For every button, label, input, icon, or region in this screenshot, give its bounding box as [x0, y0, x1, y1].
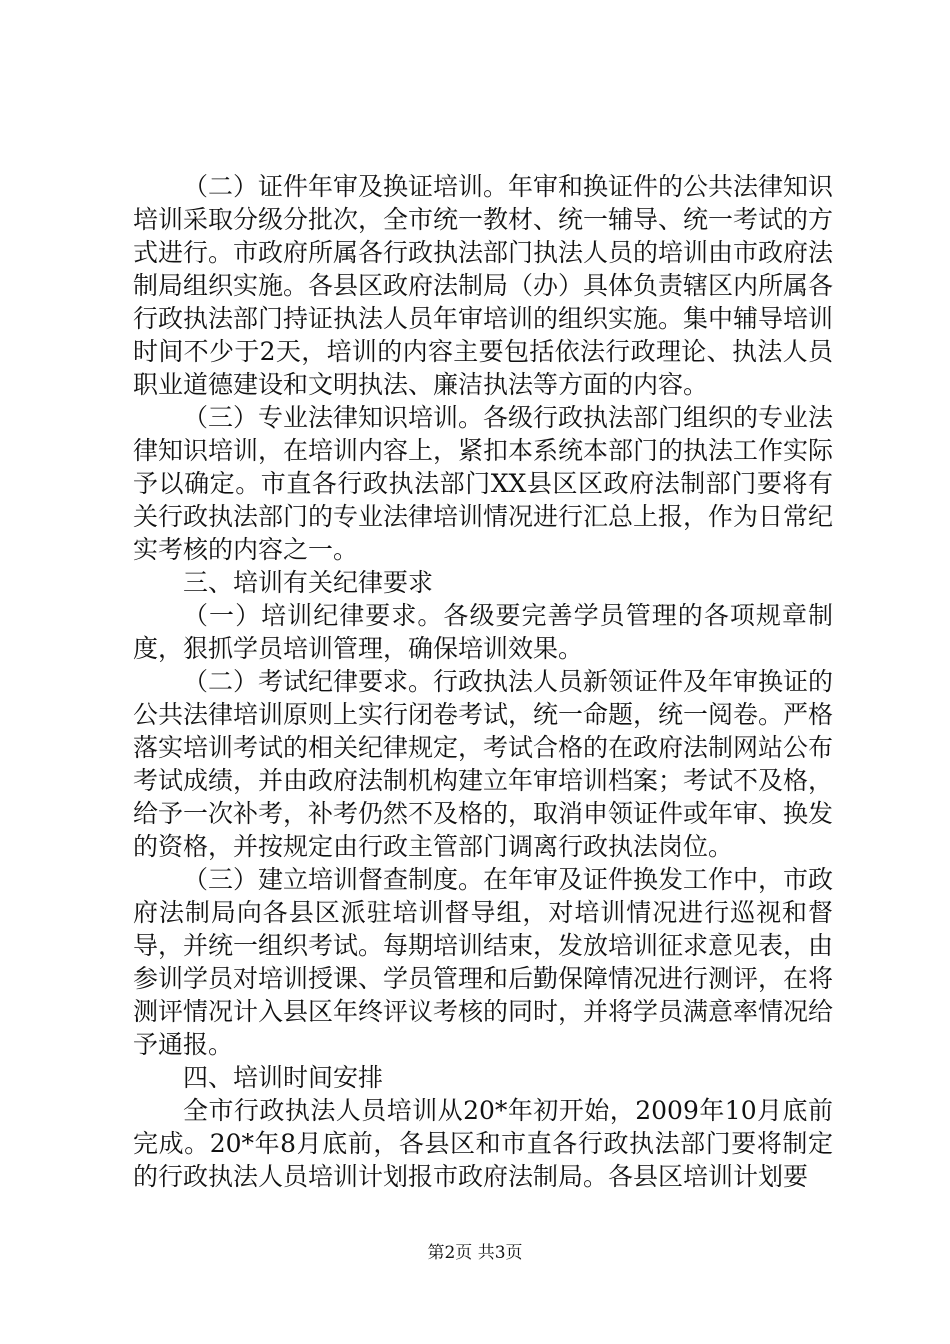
paragraph-training-discipline: （一）培训纪律要求。各级要完善学员管理的各项规章制度，狠抓学员培训管理，确保培训效果。 — [133, 601, 833, 663]
paragraph-exam-discipline: （二）考试纪律要求。行政执法人员新领证件及年审换证的公共法律培训原则上实行闭卷考试，统一命题，统一阅卷。严格落实培训考试的相关纪律规定，考试合格的在政府法制网站公布考试成绩，并由政府法制机构建立年审培训档案；考试不及格，给予一次补考，补考仍然不及格的，取消申领证件或年审、换发的资格，并按规定由行政主管部门调离行政执法岗位。 — [133, 667, 834, 861]
paragraph-certificate-review-training: （二）证件年审及换证培训。年审和换证件的公共法律知识培训采取分级分批次，全市统一教材、统一辅导、统一考试的方式进行。市政府所属各行政执法部门执法人员的培训由市政府法制局组织实施。各县区政府法制局（办）具体负责辖区内所属各行政执法部门持证执法人员年审培训的组织实施。集中辅导培训时间不少于2天，培训的内容主要包括依法行政理论、执法人员职业道德建设和文明执法、廉洁执法等方面的内容。 — [133, 172, 834, 399]
paragraph-professional-law-training: （三）专业法律知识培训。各级行政执法部门组织的专业法律知识培训，在培训内容上，紧扣本系统本部门的执法工作实际予以确定。市直各行政执法部门XX县区区政府法制部门要将有关行政执法部门的专业法律培训情况进行汇总上报，作为日常纪实考核的内容之一。 — [133, 403, 834, 564]
section-heading-discipline: 三、培训有关纪律要求 — [183, 568, 434, 597]
document-body — [133, 170, 833, 1193]
section-heading-schedule: 四、培训时间安排 — [183, 1063, 384, 1092]
paragraph-supervision-system: （三）建立培训督查制度。在年审及证件换发工作中，市政府法制局向各县区派驻培训督导组，对培训情况进行巡视和督导，并统一组织考试。每期培训结束，发放培训征求意见表，由参训学员对培训授课、学员管理和后勤保障情况进行测评，在将测评情况计入县区年终评议考核的同时，并将学员满意率情况给予通报。 — [133, 865, 834, 1059]
page-number-footer: 第2页 共3页 — [427, 1243, 523, 1263]
paragraph-schedule: 全市行政执法人员培训从20*年初开始，2009年10月底前完成。20*年8月底前，各县区和市直各行政执法部门要将制定的行政执法人员培训计划报市政府法制局。各县区培训计划要 — [133, 1096, 833, 1191]
